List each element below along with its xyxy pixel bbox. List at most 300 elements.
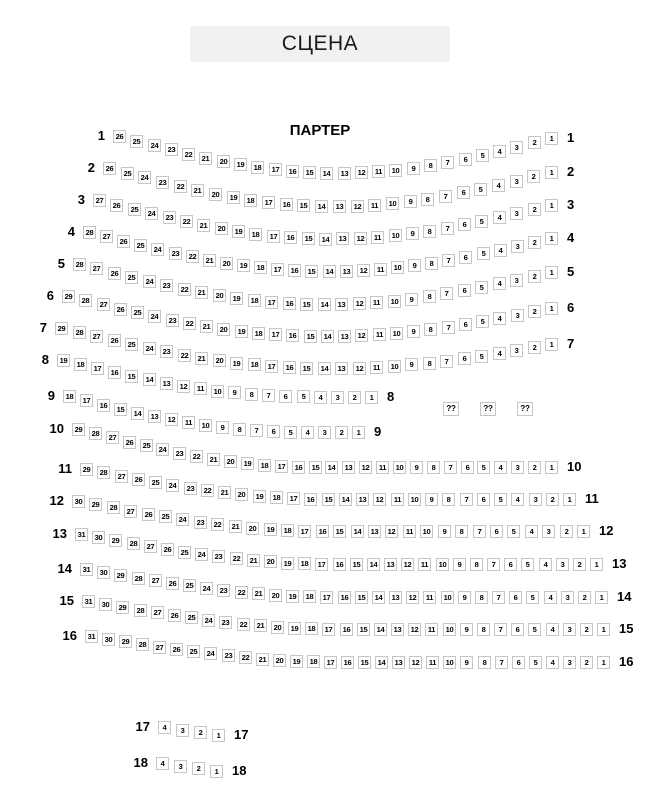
seat[interactable]: 7 [473, 525, 486, 538]
seat[interactable]: 16 [97, 399, 110, 412]
seat[interactable]: 7 [487, 558, 500, 571]
seat[interactable]: 30 [99, 598, 112, 611]
seat[interactable]: 21 [191, 184, 204, 197]
seat[interactable]: 4 [158, 721, 171, 734]
seat[interactable]: 5 [475, 350, 488, 363]
seat[interactable]: 28 [107, 501, 120, 514]
seat[interactable]: 5 [476, 315, 489, 328]
seat[interactable]: 23 [194, 516, 207, 529]
seat[interactable]: 13 [148, 410, 161, 423]
seat[interactable]: 17 [267, 230, 280, 243]
seat[interactable]: 7 [442, 321, 455, 334]
seat[interactable]: 6 [490, 525, 503, 538]
seat[interactable]: 2 [528, 341, 541, 354]
seat[interactable]: 15 [358, 656, 371, 669]
seat[interactable]: 26 [166, 577, 179, 590]
seat[interactable]: 1 [597, 656, 610, 669]
seat[interactable]: 26 [114, 303, 127, 316]
seat[interactable]: 1 [545, 199, 558, 212]
seat[interactable]: 14 [323, 265, 336, 278]
seat[interactable]: 19 [57, 354, 70, 367]
seat[interactable]: 18 [270, 491, 283, 504]
seat[interactable]: 2 [580, 623, 593, 636]
seat[interactable]: 10 [389, 229, 402, 242]
seat[interactable]: 15 [125, 370, 138, 383]
seat[interactable]: 25 [187, 645, 200, 658]
seat[interactable]: 7 [262, 389, 275, 402]
seat[interactable]: 15 [114, 403, 127, 416]
seat[interactable]: 26 [110, 199, 123, 212]
seat[interactable]: 9 [460, 656, 473, 669]
seat[interactable]: 24 [143, 342, 156, 355]
seat[interactable]: 13 [338, 330, 351, 343]
seat[interactable]: 9 [410, 461, 423, 474]
seat[interactable]: 14 [315, 200, 328, 213]
seat[interactable]: 6 [459, 153, 472, 166]
seat[interactable]: 14 [325, 461, 338, 474]
seat[interactable]: 11 [423, 591, 436, 604]
seat[interactable]: 6 [477, 493, 490, 506]
seat[interactable]: 26 [103, 162, 116, 175]
seat[interactable]: 4 [546, 623, 559, 636]
seat[interactable]: 18 [281, 524, 294, 537]
seat[interactable]: 17 [324, 656, 337, 669]
seat[interactable]: 28 [136, 638, 149, 651]
seat[interactable]: 28 [73, 326, 86, 339]
seat[interactable]: 22 [237, 618, 250, 631]
seat[interactable]: 12 [359, 461, 372, 474]
seat[interactable]: 2 [546, 493, 559, 506]
seat[interactable]: 1 [545, 266, 558, 279]
seat[interactable]: 26 [108, 334, 121, 347]
seat[interactable]: 24 [148, 139, 161, 152]
seat[interactable]: 5 [475, 281, 488, 294]
seat[interactable]: 24 [200, 582, 213, 595]
seat[interactable]: 27 [90, 330, 103, 343]
seat[interactable]: 28 [132, 572, 145, 585]
seat[interactable]: 8 [455, 525, 468, 538]
seat[interactable]: 3 [563, 656, 576, 669]
seat[interactable]: 16 [288, 264, 301, 277]
seat[interactable]: 8 [425, 257, 438, 270]
seat[interactable]: 16 [304, 493, 317, 506]
seat[interactable]: 12 [351, 200, 364, 213]
seat[interactable]: 10 [436, 558, 449, 571]
seat[interactable]: 12 [406, 591, 419, 604]
seat[interactable]: 23 [156, 176, 169, 189]
seat[interactable]: 21 [195, 286, 208, 299]
seat[interactable]: 18 [244, 194, 257, 207]
seat[interactable]: 25 [185, 611, 198, 624]
seat[interactable]: 2 [528, 461, 541, 474]
seat[interactable]: 7 [495, 656, 508, 669]
seat[interactable]: 22 [239, 651, 252, 664]
seat[interactable]: 27 [97, 298, 110, 311]
seat[interactable]: 21 [197, 219, 210, 232]
seat[interactable]: 8 [423, 225, 436, 238]
seat[interactable]: 14 [372, 591, 385, 604]
seat[interactable]: 19 [241, 457, 254, 470]
seat[interactable]: 29 [89, 498, 102, 511]
seat[interactable]: 13 [160, 377, 173, 390]
seat[interactable]: 7 [444, 461, 457, 474]
seat[interactable]: 8 [423, 357, 436, 370]
seat[interactable]: 16 [286, 165, 299, 178]
seat[interactable]: 6 [461, 461, 474, 474]
seat[interactable]: 12 [409, 656, 422, 669]
seat[interactable]: 20 [269, 589, 282, 602]
seat[interactable]: 23 [184, 482, 197, 495]
seat[interactable]: 19 [227, 191, 240, 204]
seat[interactable]: 26 [123, 436, 136, 449]
seat[interactable]: 4 [539, 558, 552, 571]
seat[interactable]: 8 [478, 656, 491, 669]
seat[interactable]: 16 [283, 361, 296, 374]
seat[interactable]: 18 [249, 228, 262, 241]
seat[interactable]: 12 [354, 232, 367, 245]
seat[interactable]: 3 [174, 760, 187, 773]
unknown-seat[interactable]: ?? [443, 402, 459, 416]
seat[interactable]: 12 [385, 525, 398, 538]
seat[interactable]: 4 [156, 757, 169, 770]
seat[interactable]: 15 [333, 525, 346, 538]
seat[interactable]: 7 [440, 355, 453, 368]
seat[interactable]: 9 [216, 421, 229, 434]
seat[interactable]: 7 [440, 287, 453, 300]
seat[interactable]: 22 [178, 349, 191, 362]
seat[interactable]: 30 [92, 531, 105, 544]
seat[interactable]: 8 [424, 159, 437, 172]
seat[interactable]: 25 [134, 239, 147, 252]
seat[interactable]: 19 [264, 523, 277, 536]
unknown-seat[interactable]: ?? [480, 402, 496, 416]
seat[interactable]: 19 [290, 655, 303, 668]
seat[interactable]: 13 [384, 558, 397, 571]
seat[interactable]: 13 [335, 298, 348, 311]
seat[interactable]: 10 [443, 623, 456, 636]
seat[interactable]: 8 [233, 423, 246, 436]
seat[interactable]: 20 [271, 621, 284, 634]
seat[interactable]: 26 [108, 267, 121, 280]
seat[interactable]: 14 [351, 525, 364, 538]
seat[interactable]: 20 [217, 155, 230, 168]
seat[interactable]: 12 [177, 380, 190, 393]
seat[interactable]: 31 [80, 563, 93, 576]
seat[interactable]: 5 [521, 558, 534, 571]
seat[interactable]: 11 [391, 493, 404, 506]
seat[interactable]: 2 [578, 591, 591, 604]
seat[interactable]: 14 [319, 233, 332, 246]
seat[interactable]: 23 [169, 247, 182, 260]
seat[interactable]: 22 [178, 283, 191, 296]
seat[interactable]: 18 [74, 358, 87, 371]
seat[interactable]: 3 [511, 309, 524, 322]
seat[interactable]: 26 [142, 508, 155, 521]
seat[interactable]: 5 [507, 525, 520, 538]
seat[interactable]: 19 [234, 158, 247, 171]
seat[interactable]: 25 [183, 579, 196, 592]
seat[interactable]: 15 [300, 298, 313, 311]
seat[interactable]: 2 [580, 656, 593, 669]
seat[interactable]: 26 [168, 609, 181, 622]
seat[interactable]: 27 [124, 505, 137, 518]
seat[interactable]: 10 [386, 197, 399, 210]
seat[interactable]: 25 [131, 306, 144, 319]
seat[interactable]: 21 [203, 254, 216, 267]
seat[interactable]: 11 [426, 656, 439, 669]
seat[interactable]: 16 [280, 198, 293, 211]
seat[interactable]: 13 [389, 591, 402, 604]
seat[interactable]: 29 [109, 534, 122, 547]
seat[interactable]: 10 [390, 327, 403, 340]
seat[interactable]: 25 [159, 510, 172, 523]
seat[interactable]: 2 [527, 170, 540, 183]
seat[interactable]: 14 [318, 362, 331, 375]
seat[interactable]: 15 [350, 558, 363, 571]
seat[interactable]: 11 [370, 296, 383, 309]
seat[interactable]: 9 [405, 293, 418, 306]
seat[interactable]: 11 [370, 361, 383, 374]
seat[interactable]: 16 [338, 591, 351, 604]
seat[interactable]: 17 [265, 296, 278, 309]
seat[interactable]: 3 [510, 207, 523, 220]
seat[interactable]: 11 [425, 623, 438, 636]
seat[interactable]: 20 [246, 522, 259, 535]
seat[interactable]: 29 [114, 569, 127, 582]
seat[interactable]: 2 [348, 391, 361, 404]
seat[interactable]: 18 [258, 459, 271, 472]
seat[interactable]: 8 [475, 591, 488, 604]
seat[interactable]: 11 [374, 263, 387, 276]
seat[interactable]: 12 [373, 493, 386, 506]
seat[interactable]: 6 [279, 390, 292, 403]
seat[interactable]: 9 [407, 162, 420, 175]
seat[interactable]: 21 [254, 619, 267, 632]
seat[interactable]: 4 [493, 312, 506, 325]
seat[interactable]: 29 [80, 463, 93, 476]
seat[interactable]: 12 [355, 166, 368, 179]
seat[interactable]: 6 [459, 318, 472, 331]
seat[interactable]: 1 [590, 558, 603, 571]
seat[interactable]: 17 [271, 263, 284, 276]
seat[interactable]: 16 [292, 461, 305, 474]
seat[interactable]: 17 [269, 163, 282, 176]
seat[interactable]: 16 [283, 297, 296, 310]
seat[interactable]: 24 [151, 243, 164, 256]
seat[interactable]: 10 [211, 385, 224, 398]
seat[interactable]: 8 [421, 193, 434, 206]
seat[interactable]: 17 [275, 460, 288, 473]
seat[interactable]: 30 [102, 633, 115, 646]
seat[interactable]: 24 [156, 443, 169, 456]
seat[interactable]: 6 [504, 558, 517, 571]
seat[interactable]: 13 [392, 656, 405, 669]
seat[interactable]: 13 [391, 623, 404, 636]
seat[interactable]: 20 [215, 222, 228, 235]
seat[interactable]: 11 [373, 328, 386, 341]
seat[interactable]: 22 [190, 450, 203, 463]
seat[interactable]: 19 [235, 325, 248, 338]
seat[interactable]: 17 [298, 525, 311, 538]
seat[interactable]: 3 [511, 240, 524, 253]
seat[interactable]: 29 [72, 423, 85, 436]
seat[interactable]: 16 [286, 329, 299, 342]
seat[interactable]: 8 [423, 290, 436, 303]
seat[interactable]: 1 [210, 765, 223, 778]
seat[interactable]: 29 [116, 601, 129, 614]
seat[interactable]: 16 [284, 231, 297, 244]
seat[interactable]: 2 [573, 558, 586, 571]
seat[interactable]: 20 [273, 654, 286, 667]
seat[interactable]: 19 [237, 259, 250, 272]
seat[interactable]: 17 [315, 558, 328, 571]
seat[interactable]: 21 [256, 653, 269, 666]
seat[interactable]: 5 [284, 426, 297, 439]
seat[interactable]: 12 [353, 297, 366, 310]
seat[interactable]: 26 [161, 543, 174, 556]
seat[interactable]: 15 [300, 362, 313, 375]
seat[interactable]: 3 [510, 175, 523, 188]
seat[interactable]: 17 [287, 492, 300, 505]
seat[interactable]: 27 [90, 262, 103, 275]
seat[interactable]: 9 [404, 195, 417, 208]
seat[interactable]: 7 [441, 222, 454, 235]
seat[interactable]: 5 [477, 247, 490, 260]
seat[interactable]: 24 [204, 647, 217, 660]
seat[interactable]: 12 [353, 362, 366, 375]
seat[interactable]: 10 [408, 493, 421, 506]
seat[interactable]: 3 [542, 525, 555, 538]
seat[interactable]: 17 [265, 360, 278, 373]
seat[interactable]: 23 [163, 211, 176, 224]
seat[interactable]: 11 [371, 231, 384, 244]
seat[interactable]: 14 [318, 298, 331, 311]
seat[interactable]: 30 [72, 495, 85, 508]
seat[interactable]: 8 [424, 323, 437, 336]
seat[interactable]: 6 [267, 425, 280, 438]
seat[interactable]: 5 [476, 149, 489, 162]
seat[interactable]: 26 [170, 643, 183, 656]
seat[interactable]: 11 [372, 165, 385, 178]
seat[interactable]: 8 [442, 493, 455, 506]
seat[interactable]: 15 [322, 493, 335, 506]
seat[interactable]: 23 [166, 314, 179, 327]
seat[interactable]: 26 [132, 473, 145, 486]
seat[interactable]: 15 [302, 232, 315, 245]
seat[interactable]: 4 [301, 426, 314, 439]
seat[interactable]: 4 [494, 244, 507, 257]
seat[interactable]: 21 [199, 152, 212, 165]
seat[interactable]: 19 [281, 557, 294, 570]
seat[interactable]: 13 [336, 232, 349, 245]
seat[interactable]: 21 [218, 486, 231, 499]
seat[interactable]: 19 [253, 490, 266, 503]
seat[interactable]: 28 [89, 427, 102, 440]
seat[interactable]: 6 [459, 251, 472, 264]
seat[interactable]: 25 [178, 546, 191, 559]
seat[interactable]: 9 [460, 623, 473, 636]
seat[interactable]: 7 [441, 156, 454, 169]
seat[interactable]: 8 [427, 461, 440, 474]
seat[interactable]: 14 [131, 407, 144, 420]
seat[interactable]: 16 [333, 558, 346, 571]
seat[interactable]: 10 [420, 525, 433, 538]
seat[interactable]: 2 [335, 426, 348, 439]
seat[interactable]: 28 [127, 537, 140, 550]
seat[interactable]: 10 [388, 295, 401, 308]
unknown-seat[interactable]: ?? [517, 402, 533, 416]
seat[interactable]: 14 [339, 493, 352, 506]
seat[interactable]: 13 [340, 265, 353, 278]
seat[interactable]: 11 [376, 461, 389, 474]
seat[interactable]: 21 [207, 453, 220, 466]
seat[interactable]: 1 [545, 461, 558, 474]
seat[interactable]: 4 [494, 461, 507, 474]
seat[interactable]: 4 [493, 211, 506, 224]
seat[interactable]: 1 [545, 232, 558, 245]
seat[interactable]: 7 [494, 623, 507, 636]
seat[interactable]: 25 [149, 476, 162, 489]
seat[interactable]: 26 [117, 235, 130, 248]
seat[interactable]: 12 [401, 558, 414, 571]
seat[interactable]: 9 [406, 227, 419, 240]
seat[interactable]: 18 [305, 622, 318, 635]
seat[interactable]: 16 [108, 366, 121, 379]
seat[interactable]: 16 [340, 623, 353, 636]
seat[interactable]: 18 [248, 358, 261, 371]
seat[interactable]: 4 [493, 277, 506, 290]
seat[interactable]: 6 [511, 623, 524, 636]
seat[interactable]: 13 [333, 200, 346, 213]
seat[interactable]: 2 [528, 270, 541, 283]
seat[interactable]: 28 [97, 466, 110, 479]
seat[interactable]: 2 [528, 305, 541, 318]
seat[interactable]: 4 [492, 179, 505, 192]
seat[interactable]: 1 [563, 493, 576, 506]
seat[interactable]: 18 [63, 390, 76, 403]
seat[interactable]: 3 [510, 344, 523, 357]
seat[interactable]: 17 [80, 394, 93, 407]
seat[interactable]: 27 [151, 606, 164, 619]
seat[interactable]: 27 [149, 574, 162, 587]
seat[interactable]: 8 [470, 558, 483, 571]
seat[interactable]: 30 [97, 566, 110, 579]
seat[interactable]: 5 [297, 390, 310, 403]
seat[interactable]: 19 [288, 622, 301, 635]
seat[interactable]: 10 [199, 419, 212, 432]
seat[interactable]: 18 [248, 294, 261, 307]
seat[interactable]: 25 [125, 338, 138, 351]
seat[interactable]: 1 [545, 132, 558, 145]
seat[interactable]: 21 [200, 320, 213, 333]
seat[interactable]: 3 [318, 426, 331, 439]
seat[interactable]: 14 [374, 623, 387, 636]
seat[interactable]: 10 [391, 261, 404, 274]
seat[interactable]: 20 [264, 555, 277, 568]
seat[interactable]: 18 [303, 590, 316, 603]
seat[interactable]: 7 [250, 424, 263, 437]
seat[interactable]: 2 [194, 726, 207, 739]
seat[interactable]: 22 [182, 148, 195, 161]
seat[interactable]: 23 [173, 447, 186, 460]
seat[interactable]: 23 [217, 584, 230, 597]
seat[interactable]: 6 [509, 591, 522, 604]
seat[interactable]: 3 [563, 623, 576, 636]
seat[interactable]: 31 [82, 595, 95, 608]
seat[interactable]: 13 [338, 167, 351, 180]
seat[interactable]: 3 [510, 141, 523, 154]
seat[interactable]: 25 [128, 203, 141, 216]
